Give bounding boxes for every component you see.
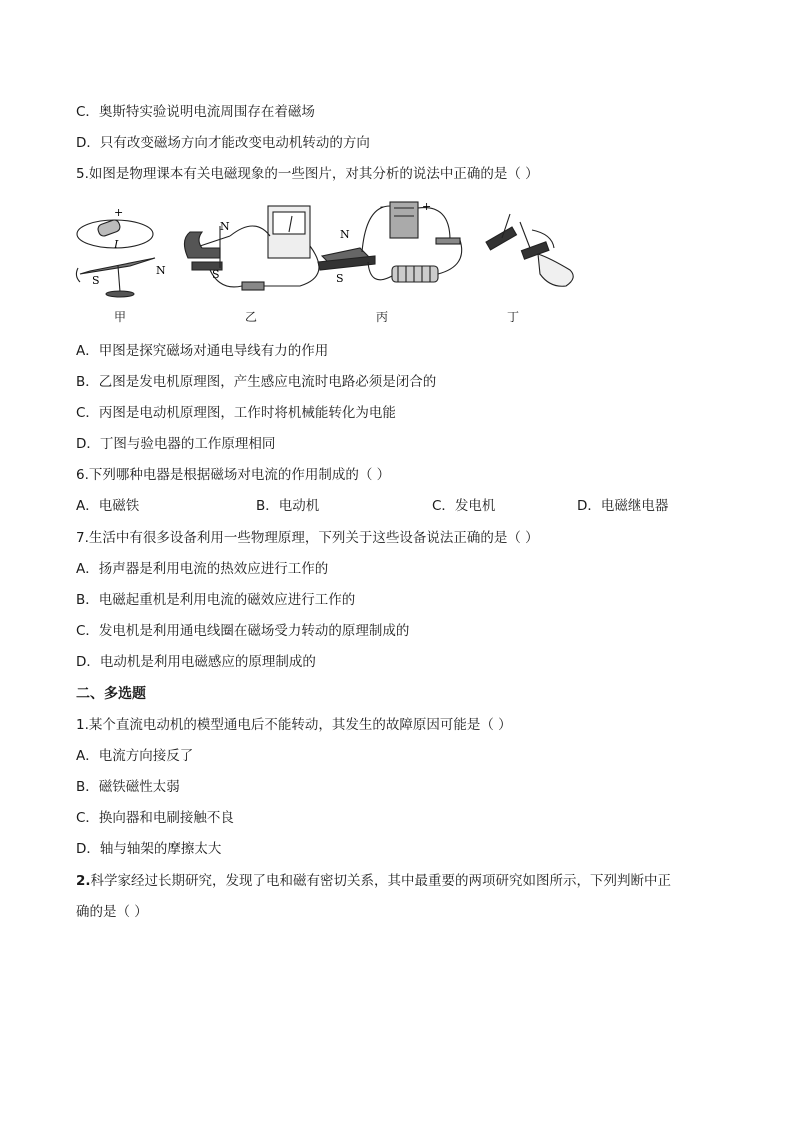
- s-label-jia: S: [92, 274, 100, 287]
- option-d-previous: D．只有改变磁场方向才能改变电动机转动的方向: [76, 135, 370, 151]
- s-label-bing: S: [336, 272, 344, 285]
- multi-question-2-number: 2.: [76, 873, 91, 889]
- figure-yi: [184, 206, 319, 290]
- multi-question-1: 1.某个直流电动机的模型通电后不能转动，其发生的故障原因可能是（ ）: [76, 717, 512, 733]
- electromagnetism-figure: [70, 196, 590, 328]
- q5-option-a: A．甲图是探究磁场对通电导线有力的作用: [76, 343, 329, 359]
- question-5: 5.如图是物理课本有关电磁现象的一些图片，对其分析的说法中正确的是（ ）: [76, 166, 539, 182]
- plus-label-bing: +: [422, 200, 432, 213]
- multi-question-2-text: 科学家经过长期研究，发现了电和磁有密切关系，其中最重要的两项研究如图所示，下列判断中正: [90, 873, 672, 889]
- n-label-jia: N: [156, 264, 166, 277]
- q6-option-b: B．电动机: [256, 498, 320, 514]
- minus-label-bing: -: [380, 200, 384, 213]
- q6-option-a: A．电磁铁: [76, 498, 140, 514]
- m1-option-d: D．轴与轴架的摩擦太大: [76, 841, 222, 857]
- q7-option-b: B．电磁起重机是利用电流的磁效应进行工作的: [76, 592, 356, 608]
- n-label-bing: N: [340, 228, 350, 241]
- question-7: 7.生活中有很多设备利用一些物理原理，下列关于这些设备说法正确的是（ ）: [76, 530, 539, 546]
- figure-bing: [318, 202, 462, 282]
- q6-option-d: D．电磁继电器: [577, 498, 669, 514]
- caption-ding: 丁: [507, 310, 520, 324]
- q7-option-a: A．扬声器是利用电流的热效应进行工作的: [76, 561, 329, 577]
- caption-jia: 甲: [114, 310, 127, 324]
- s-label-yi: S: [212, 268, 220, 281]
- multi-question-2-line2: 确的是（ ）: [76, 904, 148, 920]
- caption-yi: 乙: [245, 310, 258, 324]
- figure-jia: [76, 219, 155, 297]
- q5-option-c: C．丙图是电动机原理图，工作时将机械能转化为电能: [76, 405, 396, 421]
- current-label: I: [114, 238, 119, 251]
- caption-bing: 丙: [376, 310, 389, 324]
- n-label-yi: N: [220, 220, 230, 233]
- q5-option-b: B．乙图是发电机原理图，产生感应电流时电路必须是闭合的: [76, 374, 437, 390]
- m1-option-b: B．磁铁磁性太弱: [76, 779, 180, 795]
- plus-label-jia: +: [114, 206, 124, 219]
- option-c-previous: C．奥斯特实验说明电流周围存在着磁场: [76, 104, 315, 120]
- m1-option-a: A．电流方向接反了: [76, 748, 194, 764]
- q6-option-c: C．发电机: [432, 498, 496, 514]
- q5-option-d: D．丁图与验电器的工作原理相同: [76, 436, 276, 452]
- section-heading-multiple-choice: 二、多选题: [76, 686, 146, 702]
- q7-option-d: D．电动机是利用电磁感应的原理制成的: [76, 654, 316, 670]
- figure-ding: [486, 214, 573, 286]
- multi-question-2-line1: [76, 871, 671, 891]
- m1-option-c: C．换向器和电刷接触不良: [76, 810, 234, 826]
- q7-option-c: C．发电机是利用通电线圈在磁场受力转动的原理制成的: [76, 623, 410, 639]
- question-6: 6.下列哪种电器是根据磁场对电流的作用制成的（ ）: [76, 467, 391, 483]
